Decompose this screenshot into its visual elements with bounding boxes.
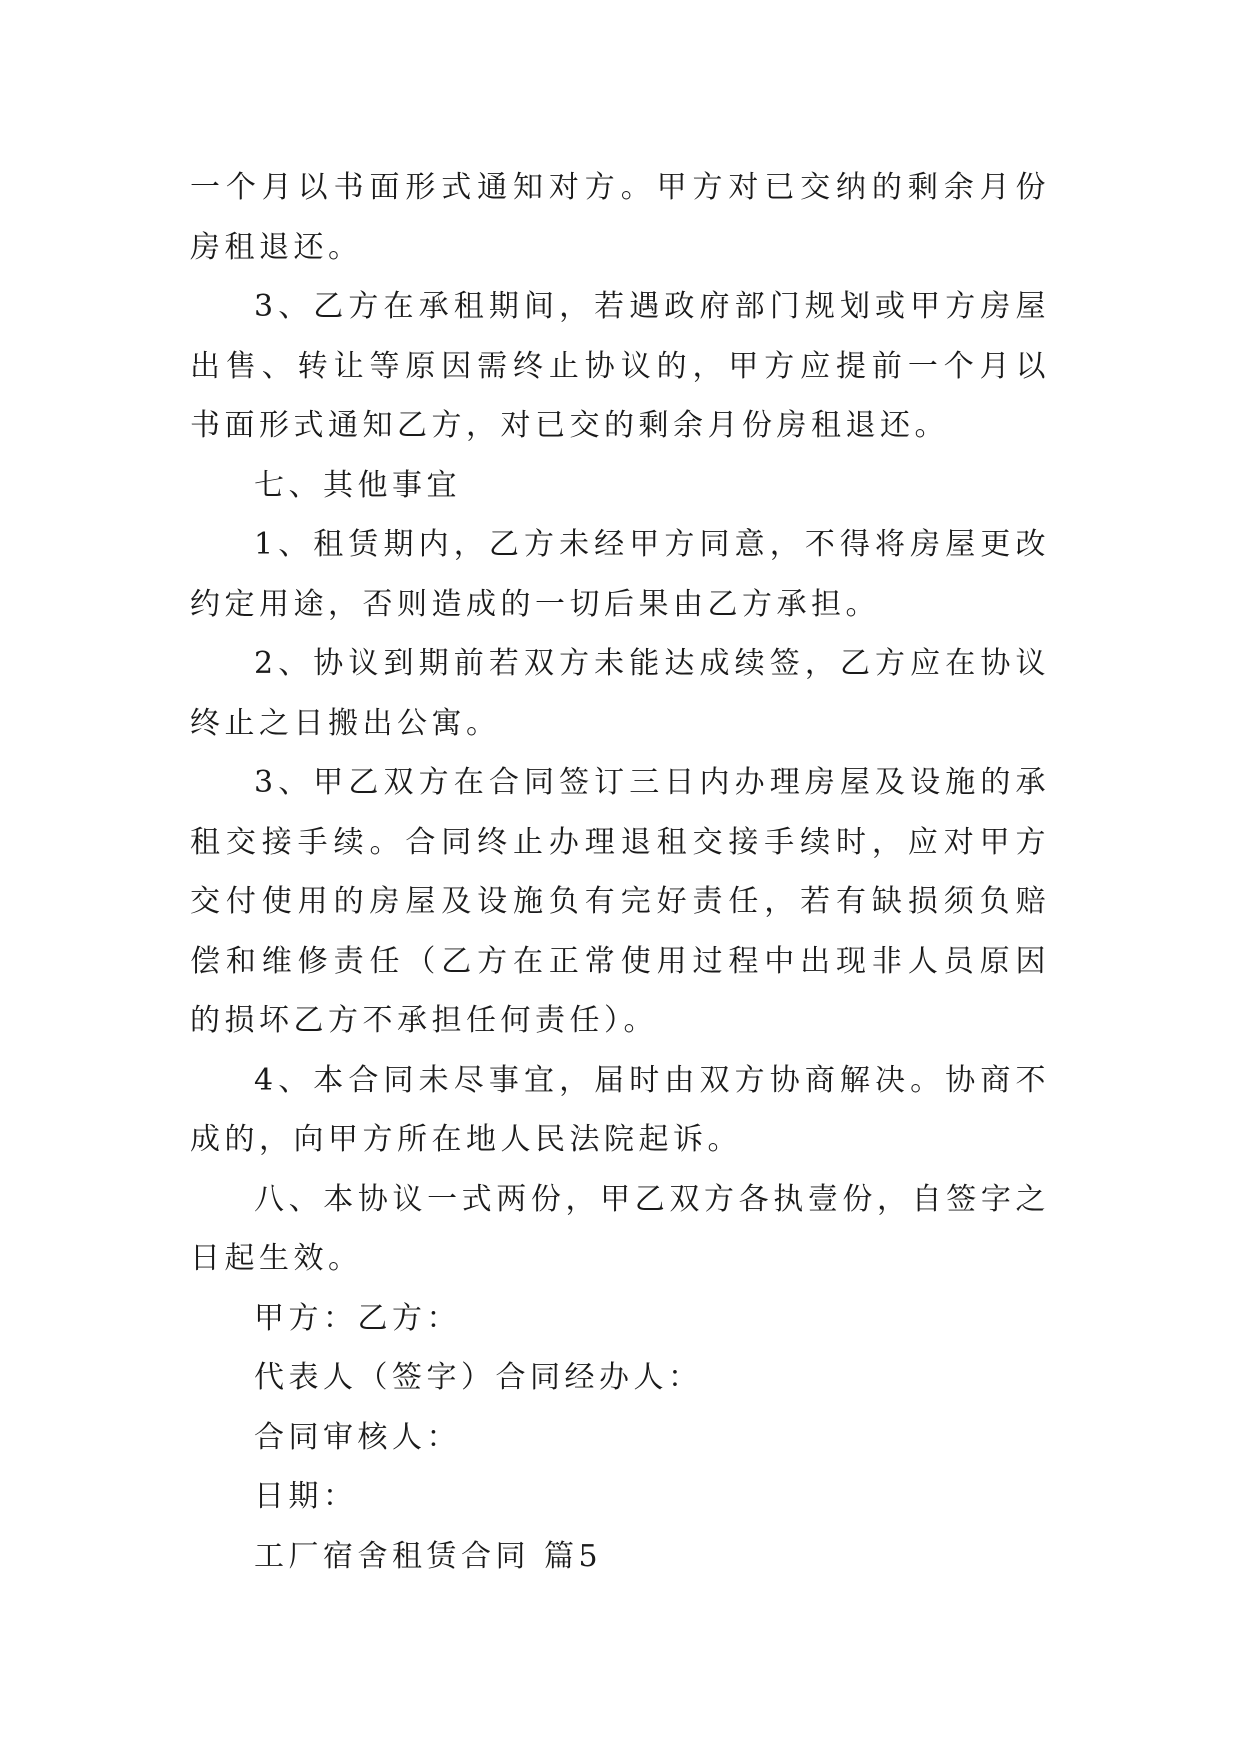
paragraph-clause-6-3: 3、乙方在承租期间，若遇政府部门规划或甲方房屋出售、转让等原因需终止协议的，甲方应提前一个月以书面形式通知乙方，对已交的剩余月份房租退还。: [190, 289, 1050, 443]
paragraph-clause-7-4: 4、本合同未尽事宜，届时由双方协商解决。协商不成的，向甲方所在地人民法院起诉。: [190, 1062, 1050, 1157]
signature-reviewer: 合同审核人：: [254, 1419, 461, 1455]
signature-date: 日期：: [254, 1479, 358, 1514]
document-body: [190, 158, 1050, 1586]
signature-parties: 甲方：乙方：: [254, 1300, 461, 1336]
paragraph-clause-7-2: 2、协议到期前若双方未能达成续签，乙方应在协议终止之日搬出公寓。: [190, 646, 1050, 741]
paragraph-clause-7-3: 3、甲乙双方在合同签订三日内办理房屋及设施的承租交接手续。合同终止办理退租交接手续时，应对甲方交付使用的房屋及设施负有完好责任，若有缺损须负赔偿和维修责任（乙方在正常使用过程中出现非人员原因的损坏乙方不承担任何责任）。: [190, 765, 1050, 1038]
section-heading-7: 七、其他事宜: [254, 467, 461, 503]
paragraph-continuation: 一个月以书面形式通知对方。甲方对已交纳的剩余月份房租退还。: [190, 170, 1050, 265]
paragraph-clause-8: 八、本协议一式两份，甲乙双方各执壹份，自签字之日起生效。: [190, 1181, 1050, 1276]
signature-representative: 代表人（签字）合同经办人：: [254, 1360, 703, 1395]
paragraph-clause-7-1: 1、租赁期内，乙方未经甲方同意，不得将房屋更改约定用途，否则造成的一切后果由乙方承担。: [190, 527, 1050, 622]
next-section-title: 工厂宿舍租赁合同 篇5: [254, 1538, 603, 1574]
signature-block: [190, 1289, 1050, 1527]
